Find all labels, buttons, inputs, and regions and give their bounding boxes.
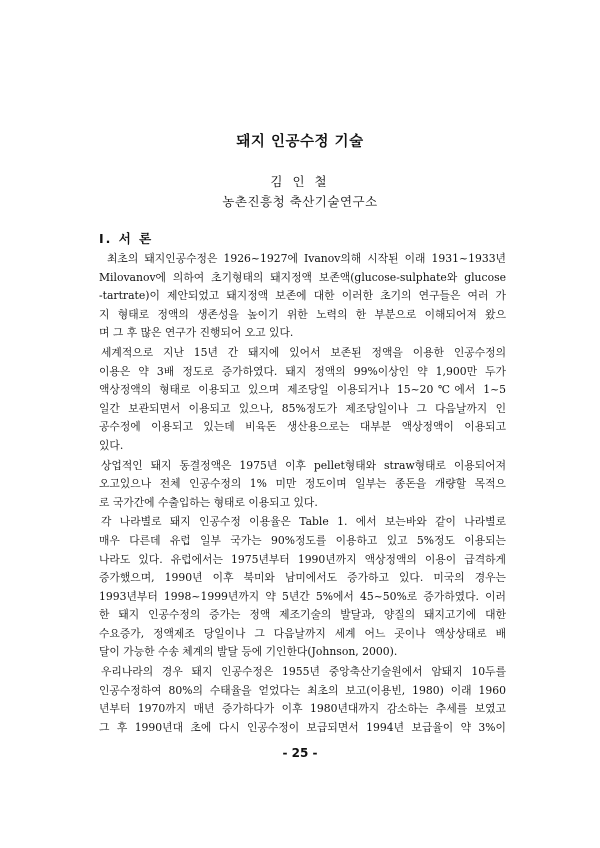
text-line: 매우 다른데 유럽 일부 국가는 90%정도를 이용하고 있고 5%정도 이용되는	[99, 533, 506, 547]
text-line: 년부터 1970까지 매년 증가하다가 이후 1980년대까지 감소하는 추세를 보였고	[99, 702, 506, 716]
paragraph	[99, 513, 506, 662]
text-line: 우리나라의 경우 돼지 인공수정은 1955년 중앙축산기술원에서 암돼지 10두를	[101, 665, 506, 679]
author-affiliation: 농촌진흥청 축산기술연구소	[222, 194, 378, 209]
section-heading: Ⅰ. 서 론	[99, 231, 154, 246]
text-line: 있다.	[99, 438, 124, 452]
text-line: 공수정에 이용되고 있는데 비육돈 생산용으로는 대부분 액상정액이 이용되고	[99, 420, 506, 434]
text-line: -tartrate)이 제안되었고 돼지정액 보존에 대한 이러한 초기의 연구들은 여러 가	[99, 289, 506, 303]
text-line: 로 국가간에 수출입하는 형태로 이용되고 있다.	[99, 495, 318, 509]
author-name: 김 인 철	[270, 174, 330, 189]
text-line: 최초의 돼지인공수정은 1926~1927에 Ivanov의해 시작된 이래 1931~1933년	[107, 252, 506, 265]
text-line: 한 돼지 인공수정의 증가는 정액 제조기술의 발달과, 양질의 돼지고기에 대한	[99, 608, 506, 622]
text-line: 세계적으로 지난 15년 간 돼지에 있어서 보존된 정액을 이용한 인공수정의	[101, 345, 506, 359]
paper-title: 돼지 인공수정 기술	[236, 134, 364, 150]
page-number: - 25 -	[282, 746, 318, 760]
text-line: 나라도 있다. 유럽에서는 1975년부터 1990년까지 액상정액의 이용이 급격하게	[99, 552, 506, 566]
text-line: 1993년부터 1998~1999년까지 약 5년간 5%에서 45~50%로 증가하였다. 이러	[99, 589, 506, 603]
text-line: 인공수정하여 80%의 수태율을 얻었다는 최초의 보고(이용빈, 1980) 이래 1960	[99, 683, 506, 697]
text-line: 상업적인 돼지 동결정액은 1975년 이후 pellet형태와 straw형태로 이용되어져	[101, 458, 506, 472]
paragraph	[99, 457, 506, 513]
paragraph	[99, 250, 506, 343]
body-text	[99, 250, 506, 738]
paragraph	[99, 344, 506, 456]
text-line: Milovanov에 의하여 초기형태의 돼지정액 보존액(glucose-sulphate와 glucose	[99, 270, 506, 284]
text-line: 그 후 1990년대 초에 다시 인공수정이 보급되면서 1994년 보급율이 약 3%이	[99, 720, 506, 734]
text-line: 오고있으나 전체 인공수정의 1% 미만 정도이며 일부는 종돈을 개량할 목적으	[99, 477, 506, 491]
text-line: 증가했으며, 1990년 이후 북미와 남미에서도 증가하고 있다. 미국의 경우는	[99, 571, 506, 585]
text-line: 며 그 후 많은 연구가 진행되어 오고 있다.	[99, 326, 294, 340]
text-line: 각 나라별로 돼지 인공수정 이용율은 Table 1. 에서 보는바와 같이 나라별로	[101, 515, 506, 529]
text-line: 일간 보관되면서 이용되고 있으나, 85%정도가 제조당일이나 그 다음날까지 인	[99, 401, 506, 415]
text-line: 달이 가능한 수송 체계의 발달 등에 기인한다(Johnson, 2000).	[99, 645, 398, 659]
text-line: 액상정액의 형태로 이용되고 있으며 제조당일 이용되거나 15~20℃에서 1~5	[99, 383, 506, 397]
text-line: 수요증가, 정액제조 당일이나 그 다음날까지 세계 어느 곳이나 액상상태로 배	[99, 626, 506, 640]
text-line: 지 형태로 정액의 생존성을 높이기 위한 노력의 한 부분으로 이해되어져 왔으	[99, 307, 506, 321]
paragraph	[99, 663, 506, 737]
text-line: 이용은 약 3배 정도로 증가하였다. 돼지 정액의 99%이상인 약 1,900만 두가	[99, 364, 506, 378]
